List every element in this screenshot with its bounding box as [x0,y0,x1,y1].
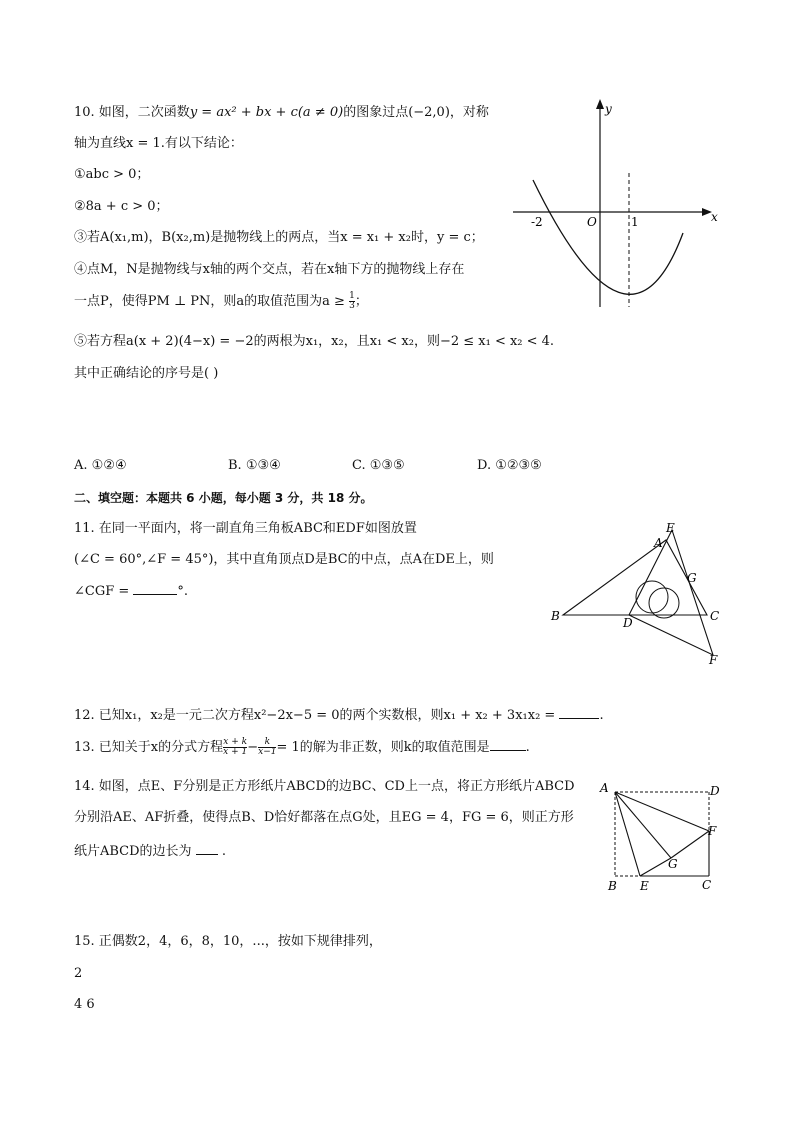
q14-line1: 14. 如图，点E、F分别是正方形纸片ABCD的边BC、CD上一点，将正方形纸片ABCD [74,779,575,794]
label-f: F [709,653,718,667]
label-e: E [666,521,675,535]
answer-blank[interactable] [490,738,526,751]
q15-row1: 2 [74,966,83,981]
label-c: C [710,609,720,623]
q10-conclusion-4: ④点M，N是抛物线与x轴的两个交点，若在x轴下方的抛物线上存在 [74,262,465,277]
label-d: D [710,784,720,798]
q13-line: 13. 已知关于x的分式方程 $\frac{x + k}{x + 1}$ − $\frac{k}{x-1}$ = 1的解为非正数，则k的取值范围是 . [74,737,530,757]
option-a[interactable]: A. ①②④ [74,458,127,473]
label-b: B [551,609,560,623]
q10-conclusion-5: ⑤若方程a(x + 2)(4−x) = −2的两根为x₁，x₂，且x₁ < x₂，则−2 ≤ x₁ < x₂ < 4. [74,334,555,349]
option-c[interactable]: C. ①③⑤ [352,458,405,473]
label-origin: O [587,215,597,229]
fold-ae [615,792,640,876]
segment-eg [640,858,671,876]
q11-line1: 11. 在同一平面内，将一副直角三角板ABC和EDF如图放置 [74,521,417,536]
q14-square-figure [596,776,726,896]
q10-conclusion-1: ①abc > 0； [74,167,150,182]
label-c: C [702,878,712,892]
q10-conclusion-3: ③若A(x₁,m)，B(x₂,m)是抛物线上的两点，当x = x₁ + x₂时，y = c； [74,230,484,245]
y-axis-arrow [596,99,604,109]
segment-ag [615,792,671,858]
option-d[interactable]: D. ①②③⑤ [477,458,542,473]
fraction-k: $\frac{k}{x-1}$ [258,737,277,757]
q12-line: 12. 已知x₁，x₂是一元二次方程x²−2x−5 = 0的两个实数根，则x₁ + x₂ + 3x₁x₂ = . [74,708,604,723]
q10-conclusion-4-cont: 一点P，使得PM ⊥ PN，则a的取值范围为a ≥ $\frac{1}{3}$ ； [74,291,368,311]
q14-line2: 分别沿AE、AF折叠，使得点B、D恰好都落在点G处，且EG = 4，FG = 6，则正方形 [74,810,574,825]
q14-line3: 纸片ABCD的边长为 . [74,844,226,859]
q10-line1: 10. 如图，二次函数y = ax² + bx + c(a ≠ 0)的图象过点(−2,0)，对称 [74,105,489,120]
q15-row2: 4 6 [74,997,95,1012]
label-e: E [640,879,649,893]
label-minus-two: -2 [531,215,543,229]
q10-line2: 轴为直线x = 1.有以下结论： [74,136,243,151]
x-axis-label: x [711,210,718,224]
label-a: A [654,536,663,550]
q10-question: 其中正确结论的序号是( ) [74,366,219,381]
angle-arc-2 [649,588,679,618]
segment-fg [671,831,709,858]
label-g: G [687,571,697,585]
section-2-heading: 二、填空题：本题共 6 小题，每小题 3 分，共 18 分。 [74,491,373,505]
label-a: A [600,781,609,795]
q15-line1: 15. 正偶数2，4，6，8，10，...，按如下规律排列， [74,934,382,949]
y-axis-label: y [605,102,612,116]
angle-arc-1 [636,581,668,613]
label-f: F [708,824,717,838]
q11-triangles-figure [545,518,730,668]
label-b: B [608,879,617,893]
fraction-one-third: $\frac{1}{3}$ [349,291,355,311]
q10-parabola-figure [505,95,725,320]
label-one: 1 [631,215,639,229]
q10-conclusion-2: ②8a + c > 0； [74,199,169,214]
q11-line3: ∠CGF = °. [74,584,189,599]
option-b[interactable]: B. ①③④ [228,458,281,473]
label-g: G [668,857,678,871]
parabola-curve [533,180,683,294]
label-d: D [623,616,633,630]
fraction-x-plus-k: $\frac{x + k}{x + 1}$ [223,737,248,757]
answer-blank[interactable] [196,842,218,855]
answer-blank[interactable] [559,706,599,719]
answer-blank[interactable] [133,582,177,595]
fold-af [615,792,709,831]
q11-line2: (∠C = 60°,∠F = 45°)，其中直角顶点D是BC的中点，点A在DE上，则 [74,552,494,567]
